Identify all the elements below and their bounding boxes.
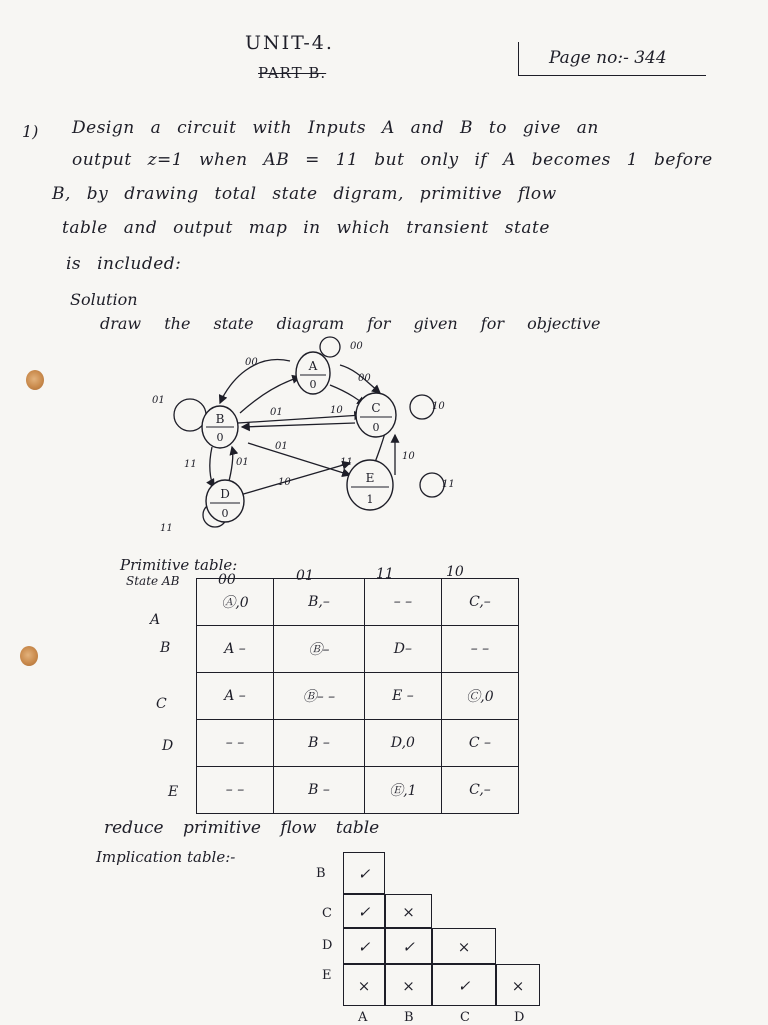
state-B-output: 0 <box>216 431 224 444</box>
state-A <box>296 352 330 394</box>
table-row <box>197 673 519 720</box>
cell-E-01: B – <box>274 767 365 814</box>
cell-A-11: – – <box>364 579 441 626</box>
edge-label-14: 10 <box>278 477 291 488</box>
state-C <box>356 393 396 437</box>
edge-label-5: 01 <box>270 407 283 418</box>
unit-heading: UNIT-4. <box>245 32 334 54</box>
state-D-output: 0 <box>221 507 229 520</box>
impl-row-label-B: B <box>316 866 326 881</box>
table-row <box>197 579 519 626</box>
edge-label-1: 00 <box>245 357 258 368</box>
impl-row-label-E: E <box>322 968 332 983</box>
state-A-name: A <box>308 359 318 373</box>
row-label-D: D <box>162 738 174 754</box>
state-E <box>347 460 393 510</box>
reduce-heading: reduce primitive flow table <box>104 818 380 838</box>
edge-label-12: 10 <box>402 451 415 462</box>
impl-cell-E-C: ✓ <box>432 964 496 1006</box>
cell-C-10: Ⓒ,0 <box>441 673 518 720</box>
state-E-output: 1 <box>366 493 374 506</box>
state-B <box>202 406 238 448</box>
question-number: 1) <box>22 122 39 141</box>
state-C-output: 0 <box>372 421 380 434</box>
state-diagram <box>140 335 480 545</box>
impl-row-label-C: C <box>322 906 332 921</box>
impl-cell-E-A: × <box>343 964 385 1006</box>
binder-hole-top <box>26 370 44 390</box>
edge-label-8: 01 <box>275 441 288 452</box>
cell-A-01: B,– <box>274 579 365 626</box>
question-line-5: is included: <box>66 254 182 274</box>
cell-E-10: C,– <box>441 767 518 814</box>
state-C-name: C <box>371 401 381 415</box>
cell-A-00: Ⓐ,0 <box>197 579 274 626</box>
impl-cell-B-A: ✓ <box>343 852 385 894</box>
col-header-01: 01 <box>296 568 314 584</box>
impl-cell-E-D: × <box>496 964 540 1006</box>
cell-A-10: C,– <box>441 579 518 626</box>
edge-label-15: 11 <box>160 523 173 534</box>
col-header-00: 00 <box>218 572 236 588</box>
col-header-11: 11 <box>376 566 394 582</box>
primitive-flow-table <box>196 578 519 814</box>
question-line-2: output z=1 when AB = 11 but only if A becomes 1 before <box>72 150 713 170</box>
impl-col-label-B: B <box>404 1010 414 1025</box>
table-row <box>197 626 519 673</box>
page-number-box <box>518 42 706 76</box>
edge-label-4: 01 <box>152 395 165 406</box>
page-number-label: Page no:- 344 <box>549 48 667 68</box>
impl-cell-C-B: × <box>385 894 432 928</box>
state-D <box>206 480 244 522</box>
impl-cell-E-B: × <box>385 964 432 1006</box>
cell-B-10: – – <box>441 626 518 673</box>
row-label-A: A <box>150 612 161 628</box>
cell-D-10: C – <box>441 720 518 767</box>
cell-E-00: – – <box>197 767 274 814</box>
binder-hole-bottom <box>20 646 38 666</box>
table-row <box>197 720 519 767</box>
edge-label-3: 00 <box>358 373 371 384</box>
impl-row-label-D: D <box>322 938 333 953</box>
state-B-name: B <box>215 412 225 426</box>
state-E-name: E <box>365 471 375 485</box>
question-line-4: table and output map in which transient state <box>62 218 550 238</box>
primitive-table-title: Primitive table: <box>120 556 238 574</box>
impl-cell-D-C: × <box>432 928 496 964</box>
edge-label-10: 11 <box>184 459 197 470</box>
row-label-B: B <box>160 640 171 656</box>
col-header-10: 10 <box>446 564 464 580</box>
cell-E-11: Ⓔ,1 <box>364 767 441 814</box>
edge-label-6: 10 <box>330 405 343 416</box>
question-line-1: Design a circuit with Inputs A and B to give an <box>72 118 599 138</box>
cell-D-01: B – <box>274 720 365 767</box>
state-A-output: 0 <box>309 378 317 391</box>
row-label-E: E <box>168 784 179 800</box>
edge-label-7: 10 <box>432 401 445 412</box>
impl-col-label-A: A <box>358 1010 368 1025</box>
state-D-name: D <box>220 487 230 501</box>
edge-label-9: 01 <box>236 457 249 468</box>
impl-col-label-D: D <box>514 1010 525 1025</box>
solution-intro: draw the state diagram for given for objective <box>100 314 601 333</box>
edge-label-2: 00 <box>350 341 363 352</box>
impl-cell-D-A: ✓ <box>343 928 385 964</box>
cell-D-11: D,0 <box>364 720 441 767</box>
cell-B-11: D– <box>364 626 441 673</box>
impl-cell-D-B: ✓ <box>385 928 432 964</box>
cell-C-01: Ⓑ– – <box>274 673 365 720</box>
question-line-3: B, by drawing total state digram, primitive flow <box>52 184 557 204</box>
solution-heading: Solution <box>70 290 138 309</box>
impl-cell-C-A: ✓ <box>343 894 385 928</box>
table-row <box>197 767 519 814</box>
impl-col-label-C: C <box>460 1010 470 1025</box>
cell-B-01: Ⓑ– <box>274 626 365 673</box>
cell-C-00: A – <box>197 673 274 720</box>
implication-table-title: Implication table:- <box>96 848 236 866</box>
cell-B-00: A – <box>197 626 274 673</box>
part-heading: PART B. <box>258 64 327 82</box>
primitive-table-corner: State AB <box>126 574 180 588</box>
cell-C-11: E – <box>364 673 441 720</box>
row-label-C: C <box>156 696 167 712</box>
cell-D-00: – – <box>197 720 274 767</box>
edge-label-13: 11 <box>442 479 455 490</box>
edge-label-11: 11 <box>340 457 353 468</box>
